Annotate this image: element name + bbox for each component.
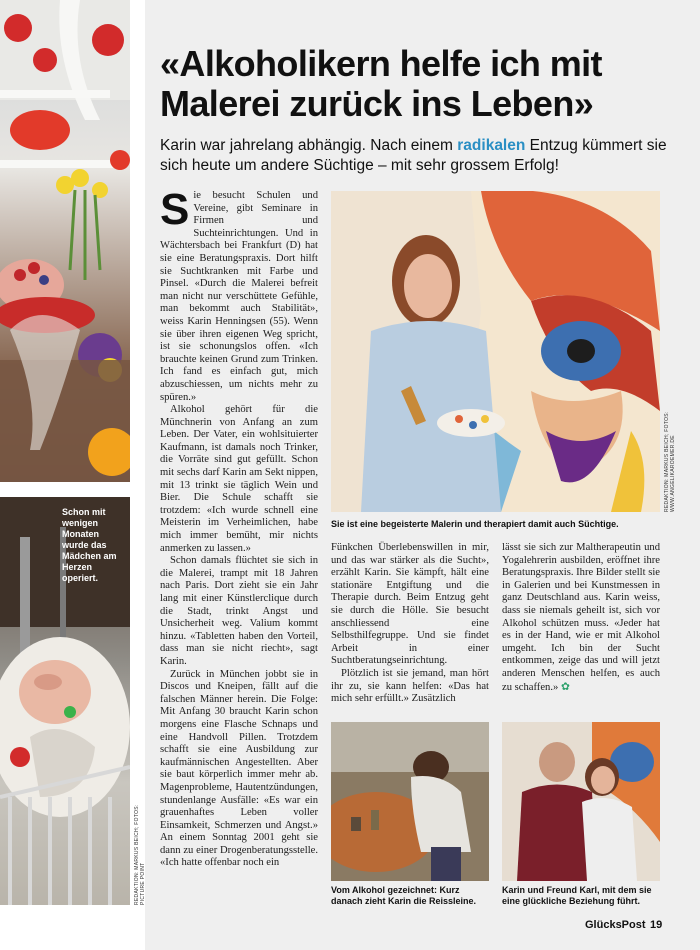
baby-photo-caption: Schon mit wenigen Monaten wurde das Mädchen am Herzen operiert. [62,507,117,583]
table-scene-photo [331,722,489,881]
paragraph: Schon damals flüchtet sie sich in die Malerei, trampt mit 18 Jahren nach Paris. Dort zieht sie ein Jahr lang mit einer Künstlerclique durch die Stadt, trinkt Angst und Unsicherheit weg. Valium kommt hinzu. «Tabletten haben den Vorteil, dass man sie nicht riecht», sagt Karin. [160,555,318,667]
paragraph: Plötzlich ist sie jemand, man hört ihr zu, sie kann helfen: «Das hat mich sehr erfüllt.» Zusätzlich [331,667,489,705]
couple-photo-caption: Karin und Freund Karl, mit dem sie eine glückliche Beziehung führt. [502,885,652,906]
article-column-1 [160,185,318,906]
baby-hospital-photo [0,497,130,905]
article-headline: «Alkoholikern helfe ich mit Malerei zurück ins Leben» [160,43,602,124]
end-mark-icon: ✿ [560,680,570,693]
article-column-3 [502,542,660,712]
drop-cap: S [160,185,190,234]
painter-portrait-illustration [331,191,660,512]
woman-at-table-illustration [331,722,489,881]
subhead-text-start: Karin war jahrelang abhängig. Nach einem [160,137,458,154]
subhead-text-end: Entzug kümmert sie sich heute um andere Süchtige – mit sehr grossem Erfolg! [160,137,667,174]
main-photo-caption: Sie ist eine begeisterte Malerin und therapiert damit auch Süchtige. [331,519,619,529]
table-still-life-photo [0,0,130,482]
left-photo-credit: REDAKTION: MARKUS BEICH; FOTOS: PICTURE POINT [134,804,146,905]
main-photo-painter [331,191,660,512]
magazine-name: GlücksPost [585,919,646,931]
subhead-highlight: radikalen [457,137,526,154]
still-life-illustration [0,0,130,482]
article-subhead [160,136,680,176]
table-photo-caption: Vom Alkohol gezeichnet: Kurz danach zieht Karin die Reissleine. [331,885,477,906]
couple-photo [502,722,660,881]
couple-illustration [502,722,660,881]
paragraph: Fünkchen Überlebenswillen in mir, und das war stärker als die Sucht», erzählt Karin. Sie kämpft, hält eine stationäre Entgiftung und die Therapie durch. Beim Entzug geht sie durch die Hölle. Sie besucht anschliessend eine Selbsthilfegruppe. Und sie findet Arbeit in einer Suchtberatungseinrichtung. [331,542,489,667]
page-number: 19 [650,919,663,931]
paragraph-text: lässt sie sich zur Maltherapeutin und Yogalehrerin ausbilden, eröffnet ihre Beratungspraxis. Ihre Bilder stellt sie in Galerien und bei Kunstmessen in ganz Deutschland aus. Karin weiss, dass sie niemals geheilt ist, sich vor Alkohol schützen muss. «Jeder hat es in der Hand, wie er mit Alkohol umgeht. Ich bin der Sucht entkommen, zeige das und will jetzt anderen Menschen helfen, es auch zu schaffen.» [502,542,660,693]
paragraph: Zurück in München jobbt sie in Discos und Kneipen, fällt auf die falschen Männer herein. Die Folge: Mit Anfang 30 braucht Karin schon morgens eine Flasche Schnaps und eine Handvoll Pillen. Trotzdem schafft sie eine Ausbildung zur kaufmännischen Angestellten. Aber sie baut körperlich immer mehr ab. Magenprobleme, Hautentzündungen, stundenlange Ausfälle: «Es war ein grauenhaftes Leben voller Einsamkeit, Schmerzen und Angst.» An einem Sonntag 2001 geht sie dann zu einer Drogenberatungsstelle. «Ich hatte offenbar noch ein [160,668,318,869]
paragraph: Alkohol gehört für die Münchnerin von Anfang an zum Leben. Der Vater, ein wohlsituierter Kaufmann, ist damals noch Trinker, die Vorräte sind gut gefüllt. Schon mit sechs darf Karin am Sekt nippen, mit 13 trinkt sie täglich Wein und Bier. Die Schule schafft sie trotzdem: «Ich wurde schnell eine Meisterin im Verheimlichen, habe mich immer bemüht, mir nichts anmerken zu lassen.» [160,404,318,554]
paragraph [502,542,660,694]
main-photo-credit: REDAKTION: MARKUS BEICH; FOTOS: WWW.ANGELIKAROEMER.DE [664,411,676,512]
article-column-2 [331,542,489,712]
paragraph: ie besucht Schulen und Vereine, gibt Seminare in Firmen und Suchteinrichtungen. Und in Wächtersbach bei Frankfurt (D) hat sie eine Beratungspraxis. Dort hilft sie Suchtkranken mit Farbe und Pinsel. «Durch die Malerei befreit man nicht nur verschüttete Gefühle, man bekommt auch Stabilität», weiss Karin Henningsen (55). Wenn sie über ihren eigenen Weg spricht, ist sie schonungslos offen. «Ich brauchte keinen Grund zum Trinken. Ich fand es einfach gut, mich abzuschiessen, um nichts mehr zu spüren.» [160,190,318,403]
